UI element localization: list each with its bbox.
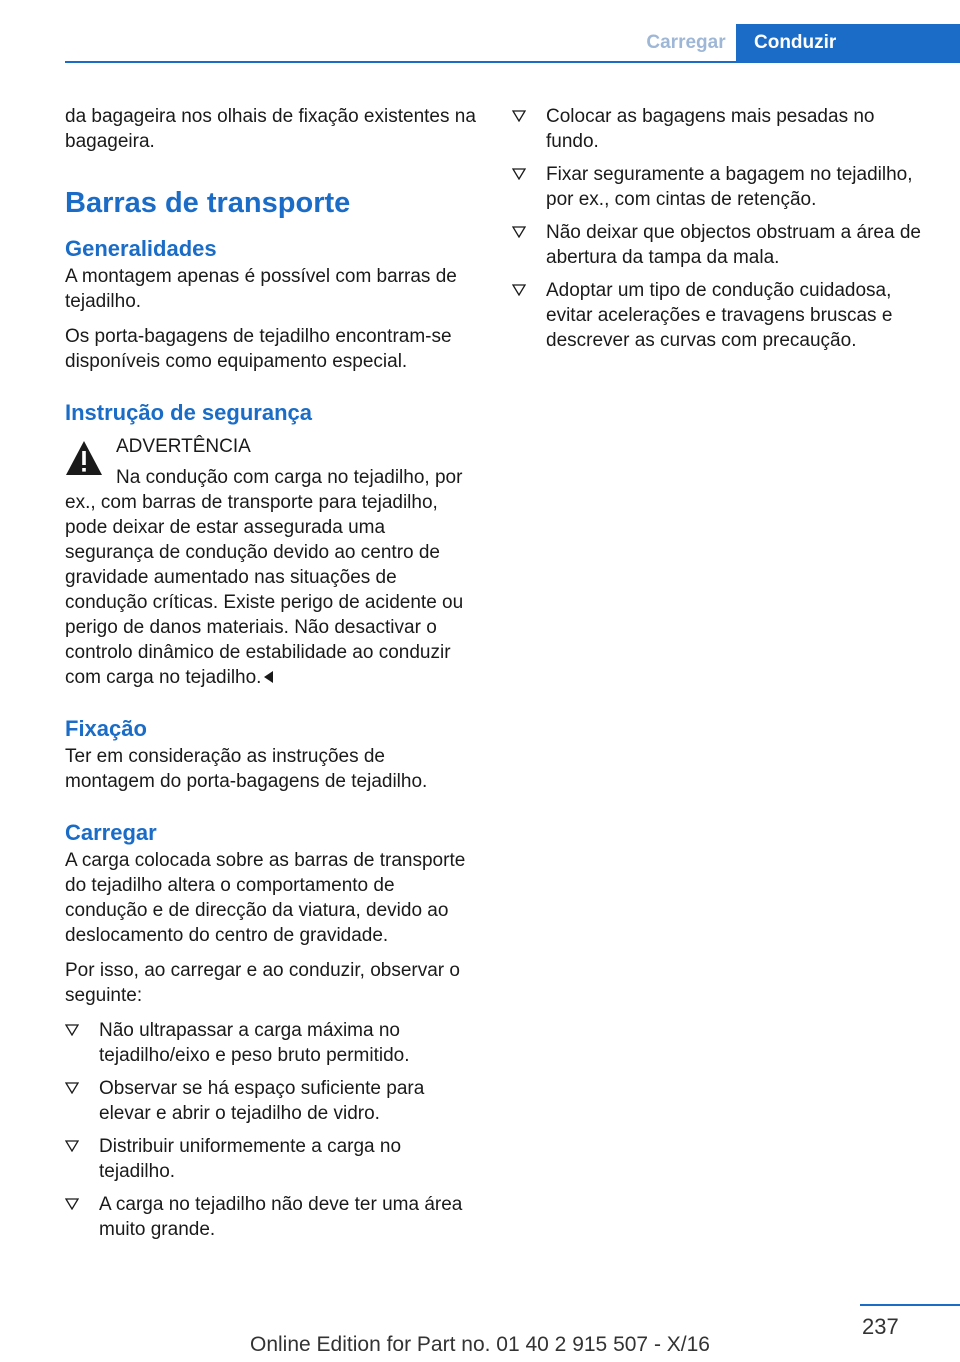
list-item bbox=[512, 278, 932, 353]
section-title-fixacao: Fixação bbox=[65, 716, 147, 741]
generalidades-paragraph-2: Os porta-bagagens de tejadilho encontram-se disponíveis como equipamento especial. bbox=[65, 326, 452, 372]
list-item bbox=[512, 220, 932, 270]
page-number: 237 bbox=[862, 1314, 899, 1339]
section-fixacao bbox=[65, 714, 479, 794]
list-item-text: Distribuir uniformemente a carga no tejadilho. bbox=[99, 1136, 402, 1182]
list-item-text: A carga no tejadilho não deve ter uma área muito grande. bbox=[99, 1194, 463, 1240]
triangle-bullet-icon bbox=[512, 226, 526, 238]
list-item-text: Observar se há espaço suficiente para elevar e abrir o tejadilho de vidro. bbox=[99, 1078, 425, 1124]
section-title-generalidades: Generalidades bbox=[65, 236, 217, 261]
warning-text bbox=[65, 465, 479, 690]
section-carregar bbox=[65, 818, 479, 1242]
triangle-bullet-icon bbox=[65, 1024, 79, 1036]
list-item-text: Não ultrapassar a carga máxima no tejadilho/eixo e peso bruto permitido. bbox=[99, 1020, 410, 1066]
triangle-bullet-icon bbox=[65, 1082, 79, 1094]
section-title-seguranca: Instrução de segurança bbox=[65, 400, 312, 425]
section-seguranca bbox=[65, 398, 479, 690]
section-title-carregar: Carregar bbox=[65, 820, 157, 845]
carregar-list bbox=[65, 1018, 479, 1242]
list-item bbox=[512, 104, 932, 154]
list-item bbox=[65, 1192, 479, 1242]
footer-edition: Online Edition for Part no. 01 40 2 915 507 - X/16 bbox=[250, 1333, 710, 1356]
warning-block bbox=[65, 434, 479, 690]
list-item bbox=[65, 1018, 479, 1068]
tab-carregar[interactable]: Carregar bbox=[646, 32, 726, 53]
intro-paragraph: da bagageira nos olhais de fixação existentes na bagageira. bbox=[65, 106, 476, 152]
warning-label: ADVERTÊNCIA bbox=[116, 436, 251, 457]
right-column bbox=[512, 104, 932, 361]
header-tabs bbox=[636, 24, 960, 62]
footer-rule bbox=[860, 1304, 960, 1306]
section-generalidades bbox=[65, 234, 479, 374]
tab-conduzir[interactable]: Conduzir bbox=[736, 24, 960, 62]
triangle-bullet-icon bbox=[65, 1140, 79, 1152]
left-column bbox=[65, 104, 479, 1266]
triangle-bullet-icon bbox=[512, 284, 526, 296]
list-item bbox=[512, 162, 932, 212]
list-item-text: Adoptar um tipo de condução cuidadosa, evitar acelerações e travagens bruscas e descrever as curvas com precaução. bbox=[546, 280, 893, 351]
generalidades-paragraph-1: A montagem apenas é possível com barras de tejadilho. bbox=[65, 266, 457, 312]
end-mark-icon bbox=[264, 671, 273, 683]
list-item-text: Colocar as bagagens mais pesadas no fundo. bbox=[546, 106, 875, 152]
fixacao-paragraph: Ter em consideração as instruções de montagem do porta-bagagens de tejadilho. bbox=[65, 746, 428, 792]
triangle-bullet-icon bbox=[65, 1198, 79, 1210]
triangle-bullet-icon bbox=[512, 168, 526, 180]
chapter-title: Barras de transporte bbox=[65, 187, 351, 219]
list-item-text: Fixar seguramente a bagagem no tejadilho, por ex., com cintas de retenção. bbox=[546, 164, 913, 210]
carregar-paragraph-1: A carga colocada sobre as barras de transporte do tejadilho altera o comportamento de condução e de direcção da viatura, devido ao deslocamento do centro de gravidade. bbox=[65, 850, 466, 946]
warning-triangle-icon bbox=[65, 440, 103, 476]
list-item bbox=[65, 1134, 479, 1184]
carregar-paragraph-2: Por isso, ao carregar e ao conduzir, observar o seguinte: bbox=[65, 960, 460, 1006]
triangle-bullet-icon bbox=[512, 110, 526, 122]
warning-text-body: Na condução com carga no tejadilho, por ex., com barras de transporte para tejadilho, pode deixar de estar assegurada uma segurança de condução devido ao centro de gravidade aumentado nas situações de condução críticas. Existe perigo de acidente ou perigo de danos materiais. Não desactivar o controlo dinâmico de estabilidade ao conduzir com carga no tejadilho. bbox=[65, 467, 464, 688]
list-item-text: Não deixar que objectos obstruam a área de abertura da tampa da mala. bbox=[546, 222, 921, 268]
list-item bbox=[65, 1076, 479, 1126]
header-rule bbox=[65, 61, 960, 63]
right-list bbox=[512, 104, 932, 353]
